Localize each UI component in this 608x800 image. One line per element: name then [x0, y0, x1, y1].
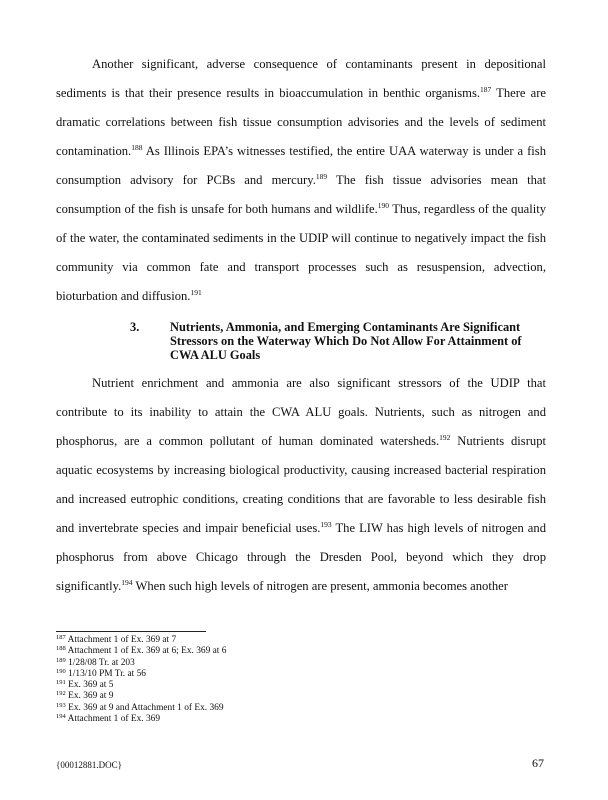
footnote-number: 187: [56, 634, 66, 641]
footnote-number: 194: [56, 713, 66, 721]
paragraph-text: Nutrient enrichment and ammonia are also significant stressors of the UDIP that contribute to its inability to attain the CWA ALU goals. Nutrients, such as nitrogen and phosphorus, are a common pollutant of human dominated watersheds.: [56, 376, 546, 448]
footnote-ref: 194: [121, 578, 133, 587]
paragraph-text: The fish tissue advisories mean that consumption of the fish is unsafe for both humans and wildlife.: [56, 173, 546, 216]
footnote-item: [56, 703, 546, 714]
footnote-item: [56, 658, 546, 669]
footnote-ref: 193: [320, 520, 332, 529]
footnote-number: 190: [56, 667, 66, 675]
footnote-text: Attachment 1 of Ex. 369 at 6; Ex. 369 at 6: [67, 646, 227, 657]
paragraph-text: Nutrients disrupt aquatic ecosystems by increasing biological productivity, causing increased bacterial respiration and increased eutrophic conditions, creating conditions that are favorable to less desirable fish and invertebrate species and impair beneficial uses.: [56, 434, 546, 535]
footnote-ref: 191: [190, 288, 202, 297]
footnote-item: [56, 646, 546, 657]
footnote-ref: 192: [439, 433, 451, 442]
paragraph-text: There are dramatic correlations between fish tissue consumption advisories and the levels of sediment contamination.: [56, 86, 546, 158]
page-number: 67: [532, 756, 544, 770]
paragraph-text: Another significant, adverse consequence of contaminants present in depositional sediments is that their presence results in bioaccumulation in benthic organisms.: [56, 57, 546, 100]
paragraph-nutrients: [56, 369, 546, 601]
footnote-text: Attachment 1 of Ex. 369: [67, 714, 161, 725]
document-id: {00012881.DOC}: [56, 760, 122, 770]
footnote-divider: [56, 631, 206, 632]
section-number: 3.: [130, 320, 140, 334]
paragraph-text: Thus, regardless of the quality of the water, the contaminated sediments in the UDIP will continue to negatively impact the fish community via common fate and transport processes such as resuspension, advection, bioturbation and diffusion.: [56, 202, 547, 303]
footnote-ref: 190: [377, 201, 390, 210]
footnote-text: Ex. 369 at 5: [68, 680, 114, 691]
footnote-item: [56, 635, 546, 646]
footnote-ref: 189: [315, 172, 328, 181]
paragraph-text: When such high levels of nitrogen are present, ammonia becomes another: [132, 579, 508, 593]
footnote-ref: 188: [131, 143, 143, 152]
footnote-text: 1/13/10 PM Tr. at 56: [68, 668, 146, 679]
section-title: Nutrients, Ammonia, and Emerging Contaminants Are Significant Stressors on the Waterway Which Do Not Allow For Attainment of CWA ALU Goals: [170, 320, 522, 362]
footnote-text: 1/28/08 Tr. at 203: [68, 657, 135, 668]
paragraph-text: The LIW has high levels of nitrogen and phosphorus from above Chicago through the Dresden Pool, beyond which they drop significantly.: [56, 521, 546, 593]
footnote-text: Attachment 1 of Ex. 369 at 7: [67, 635, 177, 645]
footnote-number: 193: [56, 701, 66, 709]
footnote-number: 192: [56, 690, 66, 698]
footnote-item: [56, 680, 546, 691]
footnote-text: Ex. 369 at 9: [68, 691, 114, 702]
footnote-text: Ex. 369 at 9 and Attachment 1 of Ex. 369: [68, 702, 224, 713]
footnote-item: [56, 691, 546, 702]
footnote-item: [56, 669, 546, 680]
footnote-number: 189: [56, 656, 66, 664]
footnote-item: [56, 714, 546, 725]
paragraph-text: As Illinois EPA’s witnesses testified, the entire UAA waterway is under a fish consumption advisory for PCBs and mercury.: [56, 144, 546, 187]
footnote-ref: 187: [480, 85, 492, 94]
footnote-number: 188: [56, 645, 66, 653]
footnote-number: 191: [56, 679, 66, 687]
paragraph-bioaccumulation: [56, 50, 546, 311]
footnotes-list: [56, 635, 546, 725]
